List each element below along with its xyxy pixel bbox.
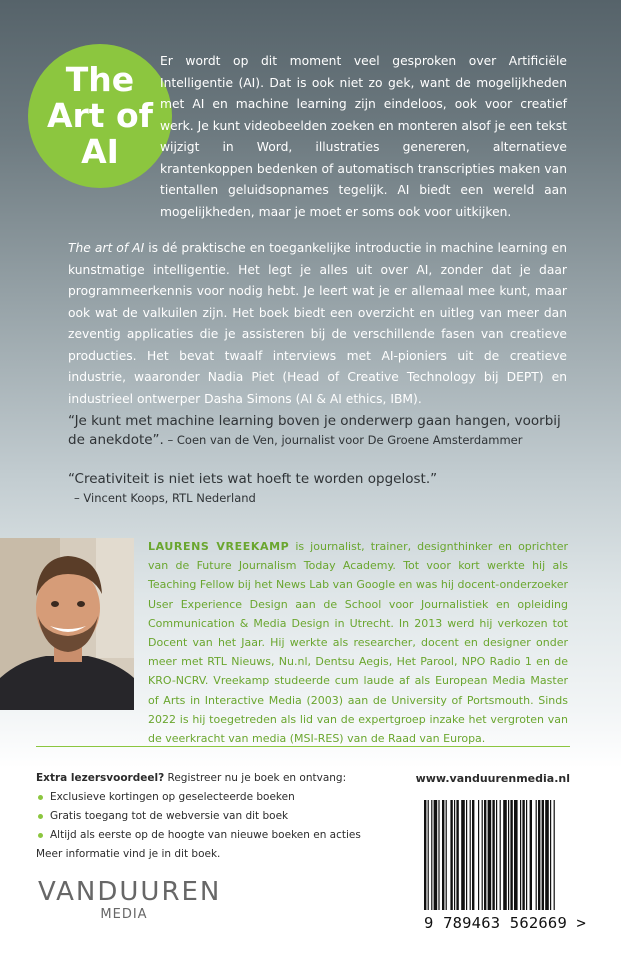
quote-2-attribution: – Vincent Koops, RTL Nederland xyxy=(74,491,256,505)
barcode-bar xyxy=(510,800,512,910)
barcode-bar xyxy=(428,800,429,910)
barcode-bars xyxy=(424,800,570,916)
barcode-bar xyxy=(472,800,474,910)
barcode-bar xyxy=(438,800,439,910)
quote-1 xyxy=(68,412,578,450)
publisher-sub: MEDIA xyxy=(100,907,148,922)
author-name: LAURENS VREEKAMP xyxy=(148,540,290,553)
book-title-italic: The art of AI xyxy=(68,241,145,255)
offer-item: Gratis toegang tot de webversie van dit boek xyxy=(36,807,366,826)
badge-line-2: Art of xyxy=(46,96,154,135)
description-text: is dé praktische en toegankelijke introductie in machine learning en kunstmatige intelligentie. Het legt je alles uit over AI, zonder dat je daar programmeerkennis voor nodig hebt. Je leert wat je er allemaal mee kunt, maar ook wat de valkuilen zijn. Het boek biedt een overzicht en uitleg van meer dan zeventig applicaties die je assisteren bij de verschillende fasen van creatieve producties. Het bevat twaalf interviews met AI-pioniers uit de creatieve industrie, waaronder Nadia Piet (Head of Creative Technology bij DEPT) en industrieel ontwerper Dasha Simons (AI & AI ethics, IBM). xyxy=(68,241,567,406)
barcode-bar xyxy=(520,800,521,910)
offer-title-rest: Registreer nu je boek en ontvang: xyxy=(164,772,347,784)
divider-line xyxy=(36,746,570,747)
barcode-bar xyxy=(482,800,483,910)
barcode-bar xyxy=(508,800,509,910)
barcode-bar xyxy=(492,800,494,910)
description-paragraph xyxy=(68,238,567,410)
quote-2 xyxy=(68,470,578,508)
barcode-bar xyxy=(522,800,524,910)
intro-paragraph: Er wordt op dit moment veel gesproken over Artificiële Intelligentie (AI). Dat is ook niet zo gek, want de mogelijkheden met AI en machine learning zijn eindeloos, ook voor creatief werk. Je kunt videobeelden zoeken en monteren alsof je een tekst wijzigt in Word, illustraties genereren, alternatieve krantenkoppen bedenken of automatisch transcripties maken van tientallen geluidsopnames tegelijk. AI biedt een wereld aan mogelijkheden, maar je moet er soms ook voor uitkijken. xyxy=(160,54,567,219)
barcode-bar xyxy=(545,800,549,910)
barcode-bar xyxy=(530,800,532,910)
badge-line-3: AI xyxy=(81,132,119,171)
barcode-bar xyxy=(550,800,551,910)
barcode-bar xyxy=(470,800,471,910)
publisher-website: www.vanduurenmedia.nl xyxy=(415,772,570,785)
barcode-bar xyxy=(434,800,438,910)
author-bio-text: is journalist, trainer, designthinker en oprichter van de Future Journalism Today Academy. Tot voor kort werkte hij als Teaching Fellow bij het News Lab van Google en was hij docent-onderzoeker User Experience Design aan de School voor Journalistiek en opleiding Communication & Media Design in Utrecht. In 2013 werd hij verkozen tot Docent van het Jaar. Hij werkte als researcher, docent en designer onder meer met RTL Nieuws, Nu.nl, Dentsu Aegis, Het Parool, NPO Radio 1 en de KRO-NCRV. Vreekamp studeerde cum laude af als European Media Master of Arts in Interactive Media (2003) aan de University of Portsmouth. Sinds 2022 is hij toegetreden als lid van de expertgroep inzake het vergroten van de veerkracht van media (MSI-RES) van de Raad van Europa. xyxy=(148,540,568,746)
barcode-bar xyxy=(442,800,444,910)
barcode-bar xyxy=(503,800,507,910)
barcode-bar xyxy=(514,800,518,910)
barcode-bar xyxy=(496,800,497,910)
offer-item: Exclusieve kortingen op geselecteerde boeken xyxy=(36,788,366,807)
barcode-bar xyxy=(466,800,467,910)
quote-1-text: “Je kunt met machine learning boven je onderwerp gaan hangen, voorbij de anekdote”. xyxy=(68,413,561,448)
quote-2-text: “Creativiteit is niet iets wat hoeft te worden opgelost.” xyxy=(68,471,438,487)
isbn-barcode xyxy=(424,800,587,940)
barcode-bar xyxy=(554,800,555,910)
barcode-bar xyxy=(542,800,544,910)
offer-item: Altijd als eerste op de hoogte van nieuwe boeken en acties xyxy=(36,826,366,845)
barcode-bar xyxy=(488,800,492,910)
publisher-name: VANDUUREN xyxy=(38,877,222,907)
title-badge xyxy=(28,44,172,188)
barcode-bar xyxy=(461,800,465,910)
offer-list xyxy=(36,788,366,845)
barcode-bar xyxy=(454,800,455,910)
barcode-bar xyxy=(538,800,540,910)
reader-offer xyxy=(36,769,366,864)
isbn-number: 9 789463 562669 > xyxy=(424,914,587,932)
barcode-bar xyxy=(484,800,486,910)
badge-line-1: The xyxy=(65,60,135,99)
barcode-bar xyxy=(536,800,537,910)
barcode-bar xyxy=(424,800,426,910)
barcode-bar xyxy=(446,800,447,910)
barcode-bar xyxy=(431,800,432,910)
publisher-logo xyxy=(38,877,222,923)
author-bio xyxy=(148,537,568,748)
quote-1-attribution: – Coen van de Ven, journalist voor De Groene Amsterdammer xyxy=(163,433,523,447)
author-portrait-illustration xyxy=(0,538,134,710)
author-photo xyxy=(0,538,134,710)
barcode-bar xyxy=(478,800,479,910)
offer-title-bold: Extra lezersvoordeel? xyxy=(36,772,165,784)
barcode-bar xyxy=(450,800,452,910)
barcode-bar xyxy=(500,800,501,910)
offer-footer: Meer informatie vind je in dit boek. xyxy=(36,848,221,860)
offer-title xyxy=(36,769,366,788)
barcode-bar xyxy=(456,800,458,910)
barcode-bar xyxy=(526,800,527,910)
